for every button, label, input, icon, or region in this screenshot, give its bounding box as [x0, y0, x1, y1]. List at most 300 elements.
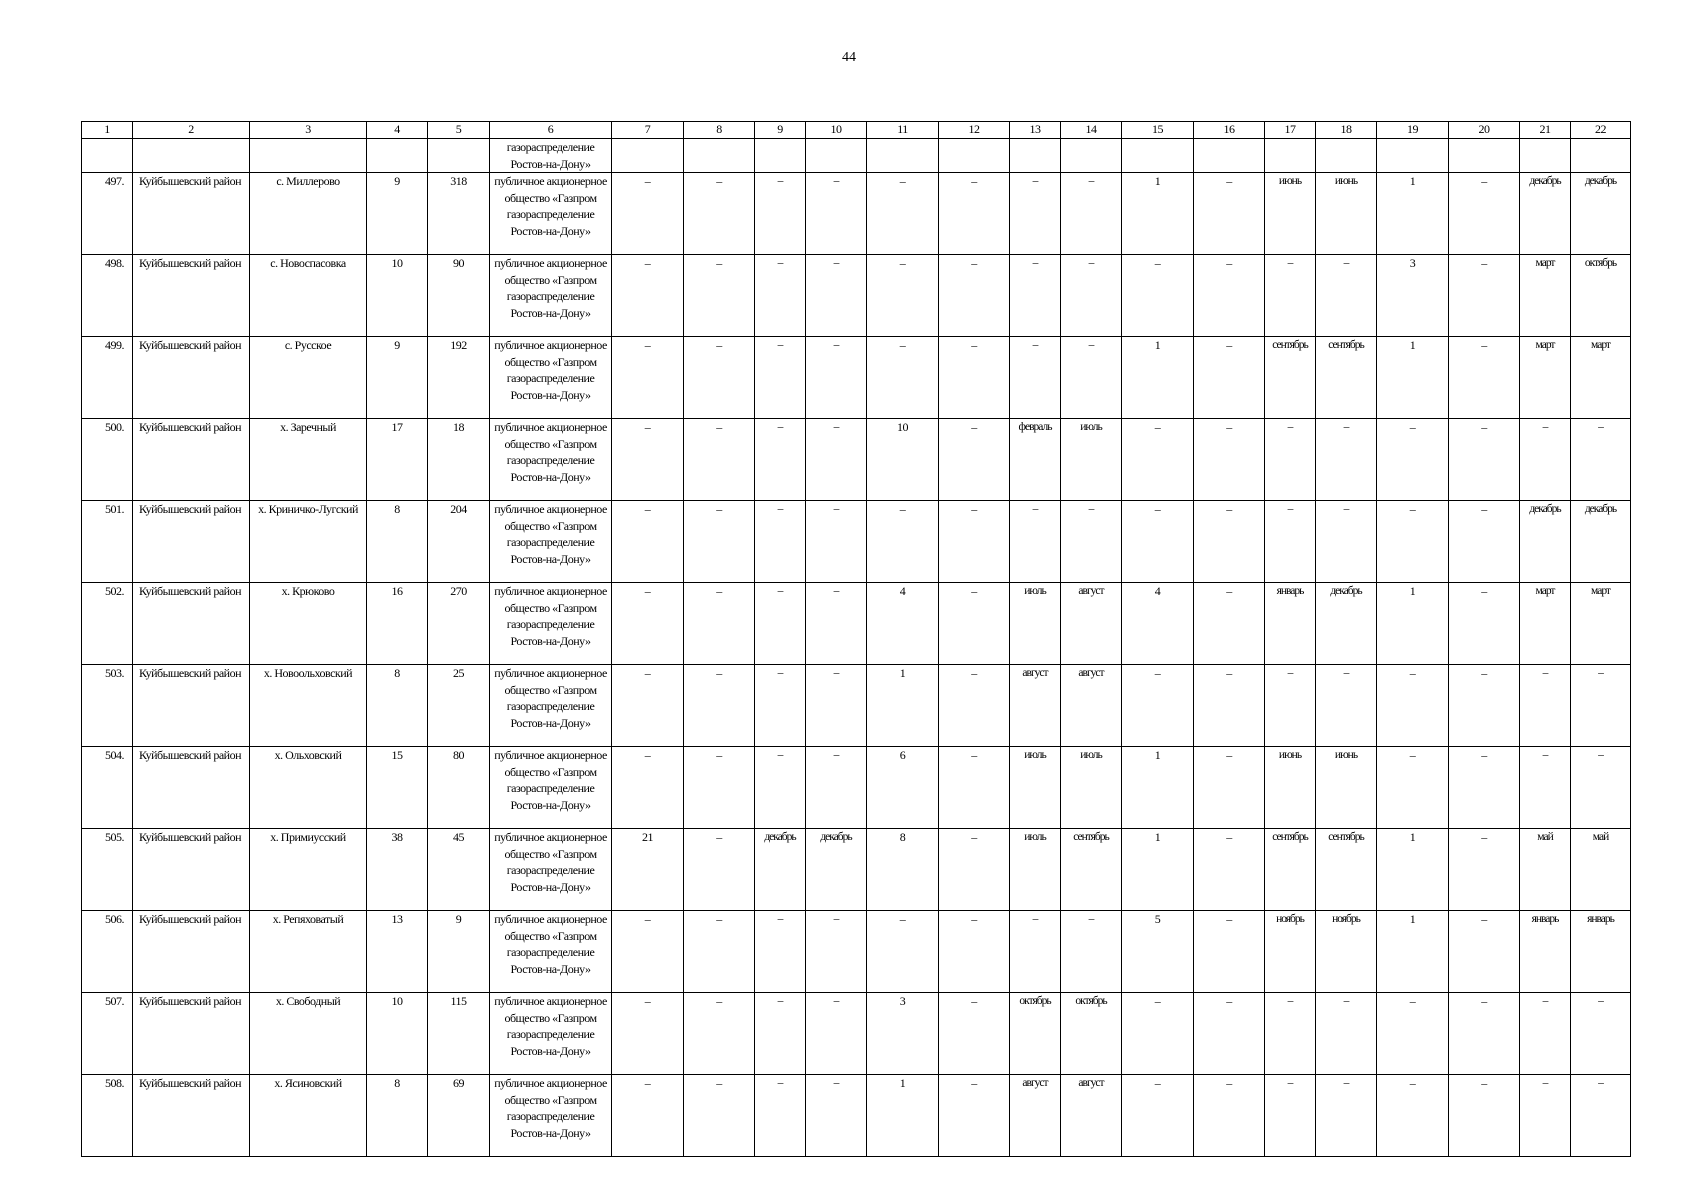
table-row: [82, 993, 1631, 1075]
table-cell-col-5: 115: [428, 993, 490, 1075]
continuation-cell: [1520, 139, 1571, 173]
table-row: [82, 1075, 1631, 1157]
table-cell-col-20: –: [1449, 337, 1520, 419]
table-cell-col-7: –: [612, 255, 684, 337]
table-cell-col-10: –: [806, 173, 867, 255]
table-cell-col-15: 1: [1122, 173, 1194, 255]
table-cell-col-4: 15: [367, 747, 428, 829]
table-cell-col-6: публичное акционерное общество «Газпром газораспределение Ростов-на-Дону»: [490, 747, 612, 829]
table-cell-col-4: 9: [367, 173, 428, 255]
table-cell-col-6: публичное акционерное общество «Газпром газораспределение Ростов-на-Дону»: [490, 1075, 612, 1157]
table-cell-col-22: –: [1571, 747, 1631, 829]
continuation-cell: [1194, 139, 1265, 173]
table-cell-col-10: –: [806, 419, 867, 501]
table-cell-col-22: декабрь: [1571, 173, 1631, 255]
table-cell-col-16: –: [1194, 583, 1265, 665]
table-cell-col-14: июль: [1061, 747, 1122, 829]
table-cell-col-12: –: [939, 911, 1010, 993]
table-cell-col-5: 270: [428, 583, 490, 665]
table-cell-col-13: –: [1010, 337, 1061, 419]
table-row: [82, 829, 1631, 911]
continuation-cell: [1265, 139, 1316, 173]
table-cell-col-19: –: [1377, 747, 1449, 829]
table-cell-col-15: 5: [1122, 911, 1194, 993]
table-cell-col-21: –: [1520, 747, 1571, 829]
table-cell-col-22: декабрь: [1571, 501, 1631, 583]
table-cell-col-6: публичное акционерное общество «Газпром газораспределение Ростов-на-Дону»: [490, 255, 612, 337]
table-cell-col-11: 4: [867, 583, 939, 665]
table-cell-col-4: 8: [367, 1075, 428, 1157]
table-cell-col-21: декабрь: [1520, 501, 1571, 583]
table-cell-col-18: сентябрь: [1316, 337, 1377, 419]
table-cell-col-12: –: [939, 501, 1010, 583]
table-cell-col-14: октябрь: [1061, 993, 1122, 1075]
table-cell-col-9: декабрь: [755, 829, 806, 911]
table-cell-col-5: 45: [428, 829, 490, 911]
table-cell-col-19: –: [1377, 1075, 1449, 1157]
table-cell-col-8: –: [684, 1075, 755, 1157]
table-cell-col-20: –: [1449, 911, 1520, 993]
table-cell-col-10: –: [806, 911, 867, 993]
table-cell-col-21: –: [1520, 993, 1571, 1075]
table-cell-col-8: –: [684, 583, 755, 665]
column-header-15: 15: [1122, 122, 1194, 139]
table-cell-col-17: –: [1265, 419, 1316, 501]
table-cell-col-10: –: [806, 583, 867, 665]
table-cell-col-9: –: [755, 419, 806, 501]
table-cell-col-8: –: [684, 501, 755, 583]
table-cell-col-20: –: [1449, 747, 1520, 829]
table-cell-col-19: –: [1377, 419, 1449, 501]
table-cell-col-16: –: [1194, 1075, 1265, 1157]
table-cell-col-11: –: [867, 501, 939, 583]
table-cell-col-12: –: [939, 173, 1010, 255]
table-cell-col-18: –: [1316, 993, 1377, 1075]
continuation-cell: [1010, 139, 1061, 173]
table-cell-col-13: –: [1010, 501, 1061, 583]
table-cell-col-13: август: [1010, 1075, 1061, 1157]
table-cell-col-10: –: [806, 337, 867, 419]
continuation-cell: [1377, 139, 1449, 173]
table-cell-col-16: –: [1194, 829, 1265, 911]
header-row: [82, 122, 1631, 139]
table-cell-col-12: –: [939, 583, 1010, 665]
table-cell-col-14: –: [1061, 911, 1122, 993]
table-cell-col-4: 8: [367, 501, 428, 583]
column-header-9: 9: [755, 122, 806, 139]
table-cell-col-17: –: [1265, 665, 1316, 747]
table-cell-col-1: 499.: [82, 337, 133, 419]
table-row: [82, 583, 1631, 665]
table-cell-col-20: –: [1449, 501, 1520, 583]
table-cell-col-4: 9: [367, 337, 428, 419]
table-cell-col-18: –: [1316, 419, 1377, 501]
table-cell-col-21: январь: [1520, 911, 1571, 993]
table-cell-col-14: –: [1061, 173, 1122, 255]
data-table: [81, 121, 1631, 1157]
table-cell-col-7: –: [612, 911, 684, 993]
table-cell-col-8: –: [684, 993, 755, 1075]
table-cell-col-1: 507.: [82, 993, 133, 1075]
column-header-11: 11: [867, 122, 939, 139]
table-cell-col-18: –: [1316, 255, 1377, 337]
table-cell-col-3: с. Миллерово: [250, 173, 367, 255]
table-cell-col-1: 498.: [82, 255, 133, 337]
table-cell-col-9: –: [755, 1075, 806, 1157]
table-cell-col-1: 506.: [82, 911, 133, 993]
table-cell-col-2: Куйбышевский район: [133, 583, 250, 665]
table-cell-col-11: 10: [867, 419, 939, 501]
table-cell-col-3: х. Репяховатый: [250, 911, 367, 993]
table-cell-col-9: –: [755, 993, 806, 1075]
table-cell-col-13: октябрь: [1010, 993, 1061, 1075]
table-cell-col-17: сентябрь: [1265, 829, 1316, 911]
table-cell-col-19: –: [1377, 501, 1449, 583]
table-cell-col-2: Куйбышевский район: [133, 1075, 250, 1157]
table-cell-col-9: –: [755, 173, 806, 255]
continuation-cell: [1449, 139, 1520, 173]
table-cell-col-3: х. Примиусский: [250, 829, 367, 911]
table-cell-col-5: 204: [428, 501, 490, 583]
table-cell-col-3: х. Ольховский: [250, 747, 367, 829]
table-cell-col-7: –: [612, 173, 684, 255]
column-header-19: 19: [1377, 122, 1449, 139]
table-cell-col-16: –: [1194, 665, 1265, 747]
table-row: [82, 173, 1631, 255]
table-cell-col-22: –: [1571, 665, 1631, 747]
table-cell-col-8: –: [684, 911, 755, 993]
table-cell-col-17: –: [1265, 501, 1316, 583]
column-header-13: 13: [1010, 122, 1061, 139]
table-row: [82, 911, 1631, 993]
table-cell-col-16: –: [1194, 993, 1265, 1075]
column-header-10: 10: [806, 122, 867, 139]
table-cell-col-10: –: [806, 1075, 867, 1157]
table-cell-col-3: с. Русское: [250, 337, 367, 419]
table-cell-col-18: ноябрь: [1316, 911, 1377, 993]
table-cell-col-11: 1: [867, 665, 939, 747]
table-cell-col-5: 192: [428, 337, 490, 419]
table-cell-col-15: –: [1122, 255, 1194, 337]
table-cell-col-6: публичное акционерное общество «Газпром газораспределение Ростов-на-Дону»: [490, 993, 612, 1075]
table-cell-col-22: –: [1571, 993, 1631, 1075]
table-cell-col-5: 318: [428, 173, 490, 255]
table-cell-col-11: 8: [867, 829, 939, 911]
column-header-14: 14: [1061, 122, 1122, 139]
table-cell-col-1: 504.: [82, 747, 133, 829]
table-cell-col-20: –: [1449, 255, 1520, 337]
table-cell-col-18: –: [1316, 665, 1377, 747]
table-cell-col-17: –: [1265, 1075, 1316, 1157]
table-cell-col-18: –: [1316, 1075, 1377, 1157]
column-header-7: 7: [612, 122, 684, 139]
table-cell-col-17: ноябрь: [1265, 911, 1316, 993]
table-cell-col-15: –: [1122, 665, 1194, 747]
table-cell-col-10: –: [806, 255, 867, 337]
table-cell-col-1: 501.: [82, 501, 133, 583]
table-cell-col-1: 502.: [82, 583, 133, 665]
table-cell-col-15: 1: [1122, 747, 1194, 829]
continuation-cell: [612, 139, 684, 173]
table-cell-col-22: январь: [1571, 911, 1631, 993]
column-header-5: 5: [428, 122, 490, 139]
table-cell-col-21: май: [1520, 829, 1571, 911]
continuation-cell: [684, 139, 755, 173]
continuation-cell: [1571, 139, 1631, 173]
table-cell-col-2: Куйбышевский район: [133, 173, 250, 255]
table-cell-col-7: –: [612, 993, 684, 1075]
table-cell-col-14: июль: [1061, 419, 1122, 501]
table-cell-col-8: –: [684, 419, 755, 501]
column-header-1: 1: [82, 122, 133, 139]
table-cell-col-11: –: [867, 173, 939, 255]
table-cell-col-6: публичное акционерное общество «Газпром газораспределение Ростов-на-Дону»: [490, 337, 612, 419]
column-header-2: 2: [133, 122, 250, 139]
table-cell-col-12: –: [939, 255, 1010, 337]
table-cell-col-12: –: [939, 993, 1010, 1075]
table-cell-col-8: –: [684, 337, 755, 419]
table-cell-col-16: –: [1194, 747, 1265, 829]
table-cell-col-15: –: [1122, 1075, 1194, 1157]
continuation-cell: [250, 139, 367, 173]
table-cell-col-9: –: [755, 911, 806, 993]
table-cell-col-13: июль: [1010, 583, 1061, 665]
table-cell-col-10: –: [806, 993, 867, 1075]
continuation-cell: [755, 139, 806, 173]
column-header-22: 22: [1571, 122, 1631, 139]
table-cell-col-8: –: [684, 665, 755, 747]
table-cell-col-20: –: [1449, 993, 1520, 1075]
table-cell-col-3: х. Новоольховский: [250, 665, 367, 747]
table-cell-col-21: март: [1520, 337, 1571, 419]
table-cell-col-19: –: [1377, 993, 1449, 1075]
table-cell-col-10: –: [806, 747, 867, 829]
table-row: [82, 419, 1631, 501]
table-cell-col-7: –: [612, 501, 684, 583]
table-cell-col-12: –: [939, 829, 1010, 911]
table-cell-col-11: –: [867, 337, 939, 419]
continuation-cell: [867, 139, 939, 173]
table-cell-col-18: –: [1316, 501, 1377, 583]
table-cell-col-4: 10: [367, 255, 428, 337]
table-cell-col-16: –: [1194, 255, 1265, 337]
table-cell-col-10: декабрь: [806, 829, 867, 911]
table-cell-col-16: –: [1194, 501, 1265, 583]
column-header-18: 18: [1316, 122, 1377, 139]
table-cell-col-5: 9: [428, 911, 490, 993]
table-cell-col-14: –: [1061, 501, 1122, 583]
table-cell-col-6: публичное акционерное общество «Газпром газораспределение Ростов-на-Дону»: [490, 665, 612, 747]
table-cell-col-13: июль: [1010, 829, 1061, 911]
table-cell-col-8: –: [684, 173, 755, 255]
table-cell-col-7: –: [612, 583, 684, 665]
table-cell-col-19: 1: [1377, 829, 1449, 911]
table-row: [82, 337, 1631, 419]
table-cell-col-3: х. Крюково: [250, 583, 367, 665]
table-row: [82, 255, 1631, 337]
table-cell-col-17: январь: [1265, 583, 1316, 665]
table-cell-col-19: 1: [1377, 911, 1449, 993]
table-cell-col-19: 1: [1377, 173, 1449, 255]
table-cell-col-2: Куйбышевский район: [133, 993, 250, 1075]
continuation-cell: [806, 139, 867, 173]
table-cell-col-12: –: [939, 747, 1010, 829]
table-cell-col-20: –: [1449, 1075, 1520, 1157]
continuation-row: [82, 139, 1631, 173]
table-cell-col-22: –: [1571, 419, 1631, 501]
table-cell-col-21: –: [1520, 665, 1571, 747]
table-cell-col-20: –: [1449, 665, 1520, 747]
table-cell-col-2: Куйбышевский район: [133, 747, 250, 829]
table-cell-col-15: 1: [1122, 337, 1194, 419]
table-cell-col-7: –: [612, 747, 684, 829]
table-cell-col-7: –: [612, 1075, 684, 1157]
table-cell-col-1: 508.: [82, 1075, 133, 1157]
table-cell-col-4: 10: [367, 993, 428, 1075]
table-cell-col-18: сентябрь: [1316, 829, 1377, 911]
continuation-cell: [1316, 139, 1377, 173]
column-header-16: 16: [1194, 122, 1265, 139]
table-cell-col-12: –: [939, 337, 1010, 419]
continuation-cell: [428, 139, 490, 173]
table-cell-col-22: май: [1571, 829, 1631, 911]
table-cell-col-20: –: [1449, 173, 1520, 255]
table-cell-col-11: 1: [867, 1075, 939, 1157]
table-cell-col-5: 69: [428, 1075, 490, 1157]
table-cell-col-16: –: [1194, 911, 1265, 993]
table-cell-col-21: декабрь: [1520, 173, 1571, 255]
table-cell-col-13: –: [1010, 173, 1061, 255]
table-cell-col-14: сентябрь: [1061, 829, 1122, 911]
table-cell-col-2: Куйбышевский район: [133, 337, 250, 419]
table-cell-col-20: –: [1449, 829, 1520, 911]
table-cell-col-20: –: [1449, 419, 1520, 501]
table-cell-col-18: июнь: [1316, 173, 1377, 255]
table-cell-col-9: –: [755, 337, 806, 419]
table-row: [82, 747, 1631, 829]
table-cell-col-12: –: [939, 665, 1010, 747]
page-number: 44: [842, 50, 856, 65]
table-cell-col-2: Куйбышевский район: [133, 255, 250, 337]
table-cell-col-6: публичное акционерное общество «Газпром газораспределение Ростов-на-Дону»: [490, 501, 612, 583]
continuation-cell: газораспределение Ростов-на-Дону»: [490, 139, 612, 173]
table-row: [82, 501, 1631, 583]
table-cell-col-21: март: [1520, 255, 1571, 337]
table-cell-col-1: 505.: [82, 829, 133, 911]
column-header-21: 21: [1520, 122, 1571, 139]
table-cell-col-7: –: [612, 419, 684, 501]
table-cell-col-1: 497.: [82, 173, 133, 255]
table-cell-col-15: 4: [1122, 583, 1194, 665]
table-cell-col-17: июнь: [1265, 747, 1316, 829]
table-cell-col-2: Куйбышевский район: [133, 911, 250, 993]
table-cell-col-14: август: [1061, 665, 1122, 747]
table-cell-col-21: –: [1520, 1075, 1571, 1157]
table-cell-col-1: 500.: [82, 419, 133, 501]
table-cell-col-10: –: [806, 665, 867, 747]
table-cell-col-13: –: [1010, 911, 1061, 993]
table-cell-col-18: декабрь: [1316, 583, 1377, 665]
table-cell-col-1: 503.: [82, 665, 133, 747]
column-header-8: 8: [684, 122, 755, 139]
table-cell-col-11: –: [867, 255, 939, 337]
table-cell-col-16: –: [1194, 173, 1265, 255]
column-header-12: 12: [939, 122, 1010, 139]
table-cell-col-8: –: [684, 829, 755, 911]
table-cell-col-13: июль: [1010, 747, 1061, 829]
table-cell-col-16: –: [1194, 419, 1265, 501]
table-cell-col-13: август: [1010, 665, 1061, 747]
table-cell-col-14: –: [1061, 337, 1122, 419]
table-cell-col-15: 1: [1122, 829, 1194, 911]
table-cell-col-9: –: [755, 747, 806, 829]
table-cell-col-21: март: [1520, 583, 1571, 665]
table-cell-col-19: 3: [1377, 255, 1449, 337]
table-cell-col-6: публичное акционерное общество «Газпром газораспределение Ростов-на-Дону»: [490, 583, 612, 665]
table-cell-col-22: март: [1571, 337, 1631, 419]
continuation-cell: [1122, 139, 1194, 173]
continuation-cell: [1061, 139, 1122, 173]
table-cell-col-9: –: [755, 583, 806, 665]
table-cell-col-7: –: [612, 665, 684, 747]
table-cell-col-17: –: [1265, 993, 1316, 1075]
table-cell-col-7: 21: [612, 829, 684, 911]
table-cell-col-19: –: [1377, 665, 1449, 747]
continuation-cell: [133, 139, 250, 173]
table-cell-col-3: х. Ясиновский: [250, 1075, 367, 1157]
table-cell-col-22: март: [1571, 583, 1631, 665]
table-cell-col-2: Куйбышевский район: [133, 829, 250, 911]
table-cell-col-6: публичное акционерное общество «Газпром газораспределение Ростов-на-Дону»: [490, 911, 612, 993]
table-row: [82, 665, 1631, 747]
table-cell-col-16: –: [1194, 337, 1265, 419]
table-cell-col-9: –: [755, 665, 806, 747]
table-cell-col-5: 80: [428, 747, 490, 829]
table-cell-col-3: с. Новоспасовка: [250, 255, 367, 337]
table-cell-col-5: 90: [428, 255, 490, 337]
table-cell-col-4: 13: [367, 911, 428, 993]
table-cell-col-19: 1: [1377, 583, 1449, 665]
column-header-17: 17: [1265, 122, 1316, 139]
table-cell-col-22: –: [1571, 1075, 1631, 1157]
table-cell-col-8: –: [684, 255, 755, 337]
table-cell-col-11: –: [867, 911, 939, 993]
table-cell-col-2: Куйбышевский район: [133, 419, 250, 501]
table-cell-col-14: август: [1061, 1075, 1122, 1157]
table-cell-col-5: 18: [428, 419, 490, 501]
column-header-20: 20: [1449, 122, 1520, 139]
table-cell-col-13: –: [1010, 255, 1061, 337]
table-cell-col-12: –: [939, 419, 1010, 501]
column-header-4: 4: [367, 122, 428, 139]
continuation-cell: [367, 139, 428, 173]
table-cell-col-4: 38: [367, 829, 428, 911]
table-cell-col-4: 16: [367, 583, 428, 665]
table-cell-col-15: –: [1122, 993, 1194, 1075]
column-header-6: 6: [490, 122, 612, 139]
continuation-cell: [82, 139, 133, 173]
table-cell-col-21: –: [1520, 419, 1571, 501]
table-cell-col-10: –: [806, 501, 867, 583]
table-cell-col-8: –: [684, 747, 755, 829]
table-cell-col-3: х. Криничко-Лугский: [250, 501, 367, 583]
continuation-cell: [939, 139, 1010, 173]
table-cell-col-17: –: [1265, 255, 1316, 337]
table-cell-col-2: Куйбышевский район: [133, 501, 250, 583]
table-cell-col-15: –: [1122, 419, 1194, 501]
table-cell-col-17: июнь: [1265, 173, 1316, 255]
table-cell-col-6: публичное акционерное общество «Газпром газораспределение Ростов-на-Дону»: [490, 419, 612, 501]
